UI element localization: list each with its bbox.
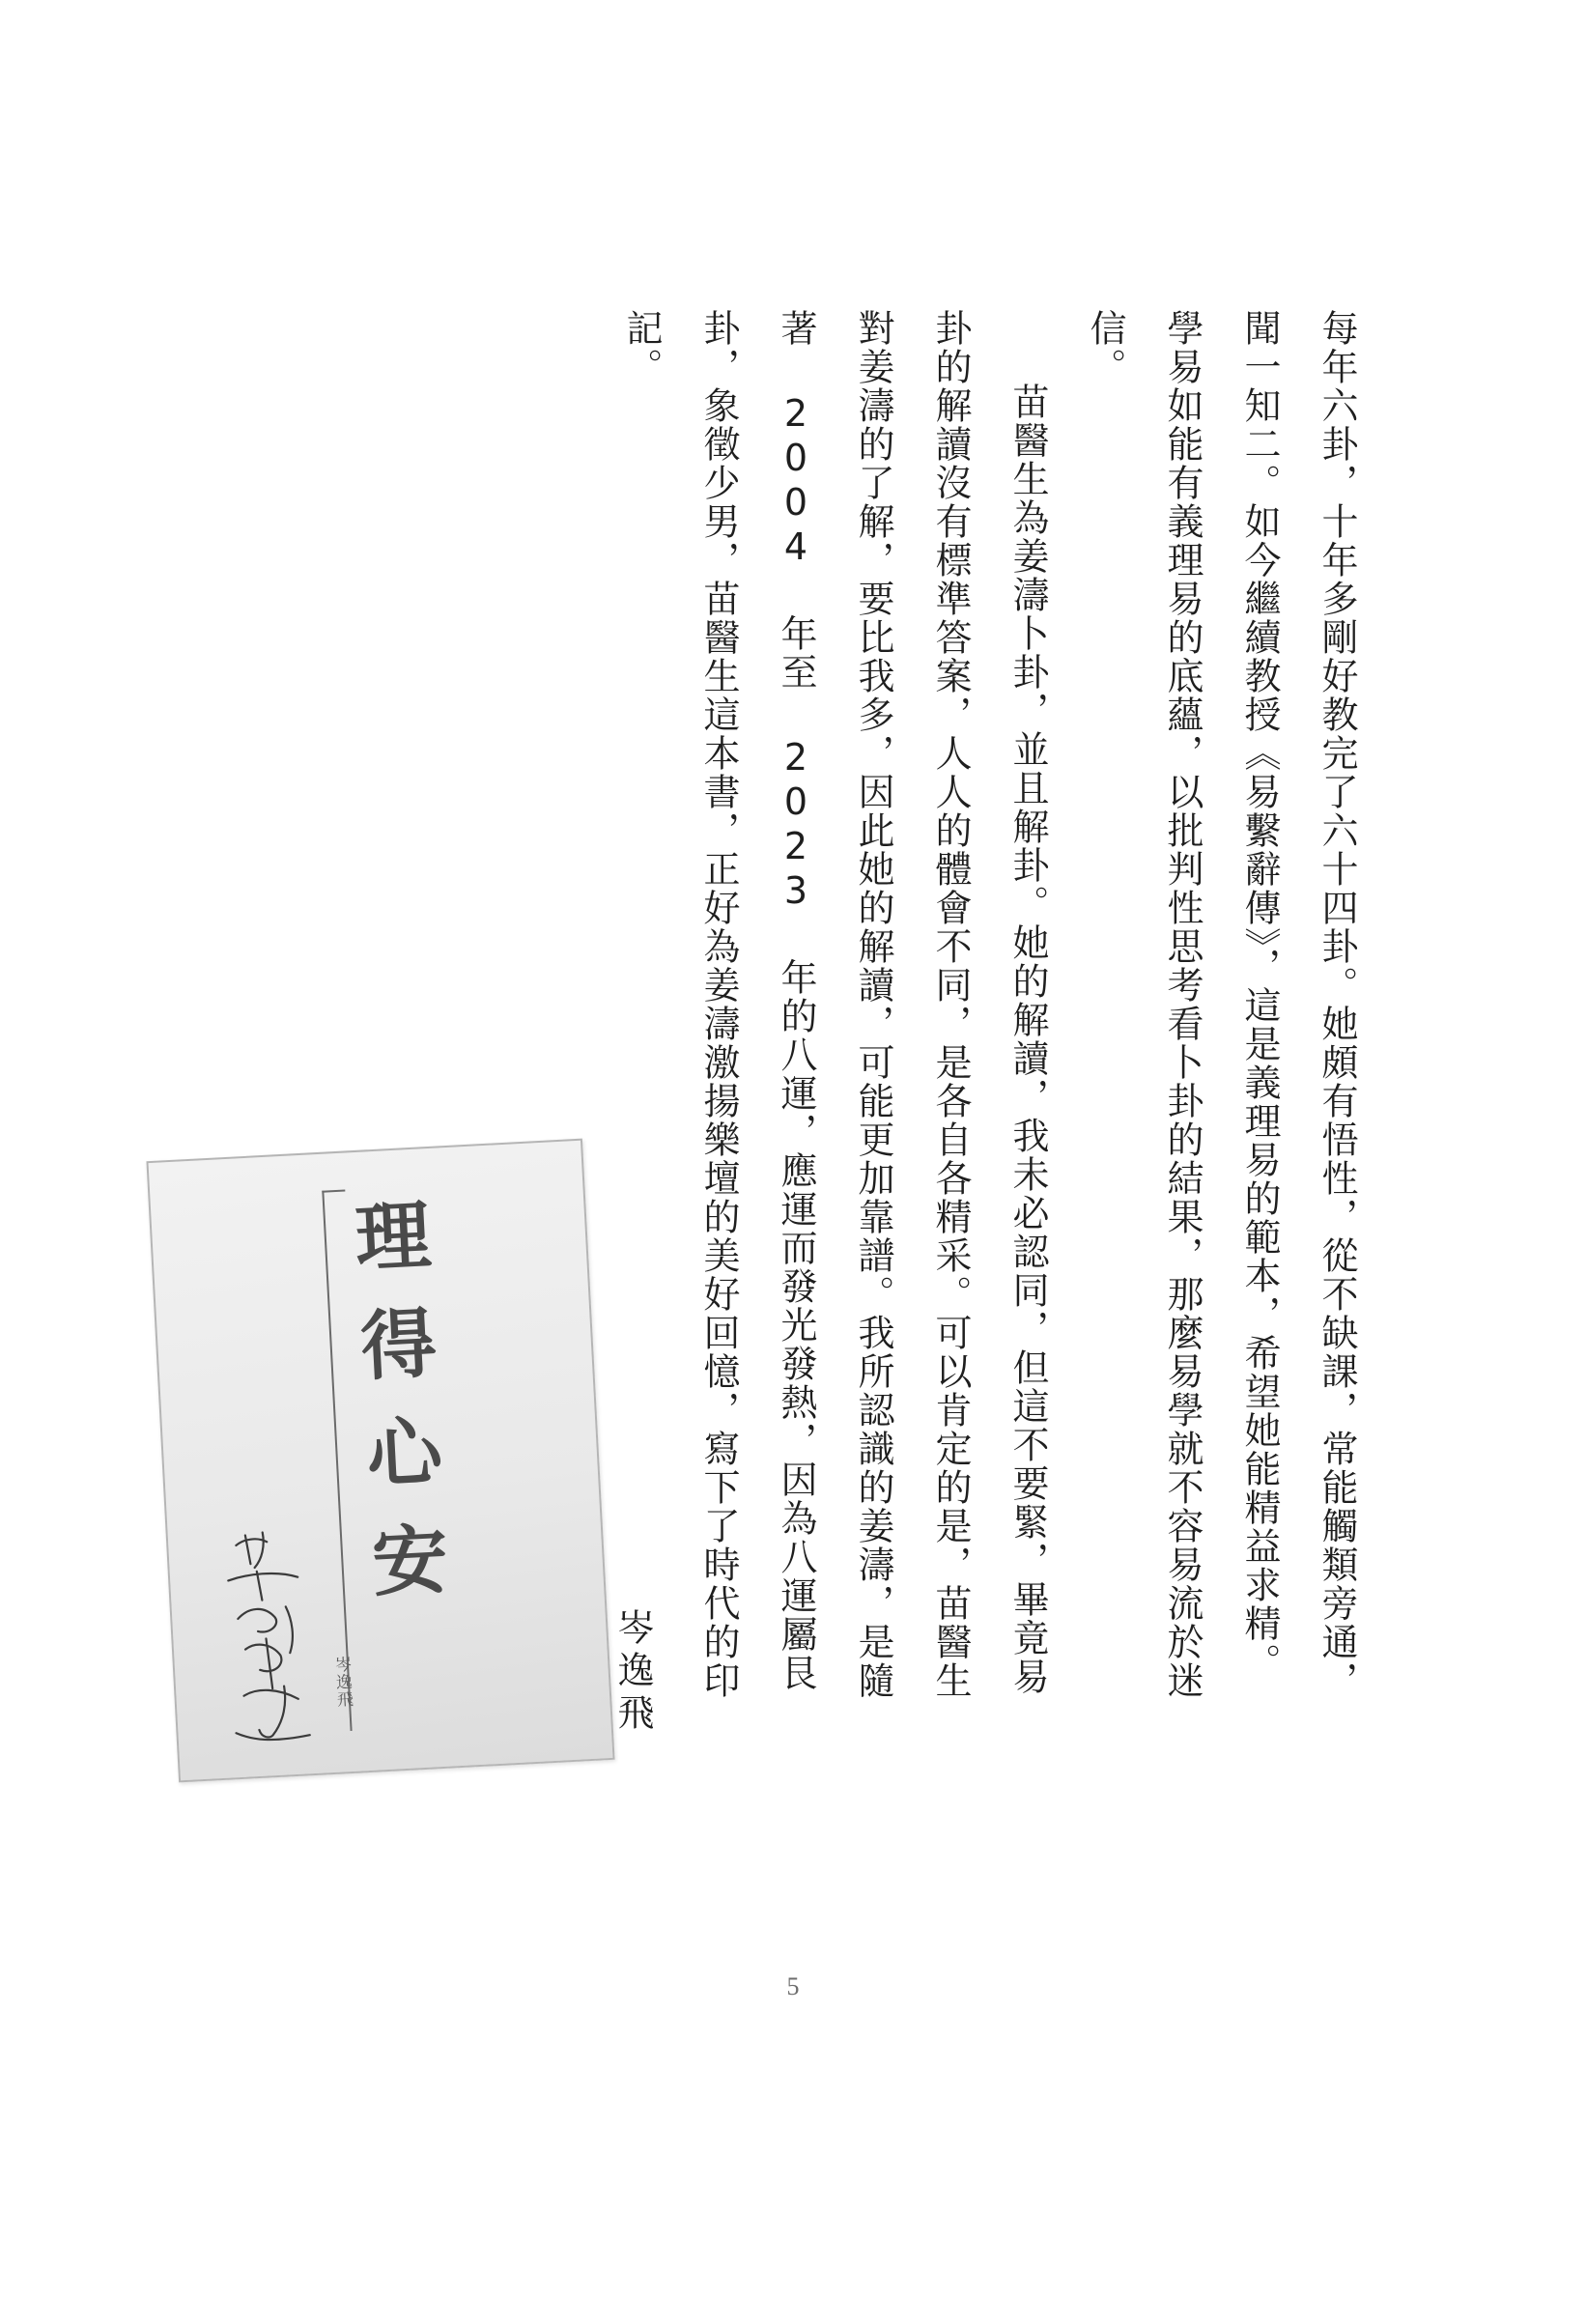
author-name: 岑逸飛 (611, 1608, 654, 1736)
paragraph-1: 每年六卦，十年多剛好教完了六十四卦。她頗有悟性，從不缺課，常能觸類旁通，聞一知二。如今繼續教授《易繫辭傳》，這是義理易的範本，希望她能精益求精。學易如能有義理易的底蘊，以批判性思考看卜卦的結果，那麼易學就不容易流於迷信。 (1084, 309, 1358, 1700)
page-number: 5 (786, 1972, 800, 2000)
card-small-author: 岑逸飛 (330, 1655, 354, 1709)
card-calligraphy-title: 理得心安 (340, 1195, 452, 1632)
paragraph-2: 苗醫生為姜濤卜卦，並且解卦。她的解讀，我未必認同，但這不要緊，畢竟易卦的解讀沒有標準答案，人人的體會不同，是各自各精采。可以肯定的是，苗醫生對姜濤的了解，要比我多，因此她的解讀，可能更加靠譜。我所認識的姜濤，是隨著 2004 年至 2023 年的八運，應運而發光發熱，因為八運屬艮卦，象徵少男，苗醫生這本書，正好為姜濤激揚樂壇的美好回憶，寫下了時代的印記。 (620, 309, 1049, 1700)
card-rule-cap (322, 1190, 345, 1193)
handwritten-signature-icon (206, 1521, 333, 1759)
body-text (603, 309, 1375, 1719)
calligraphy-card (146, 1139, 614, 1783)
